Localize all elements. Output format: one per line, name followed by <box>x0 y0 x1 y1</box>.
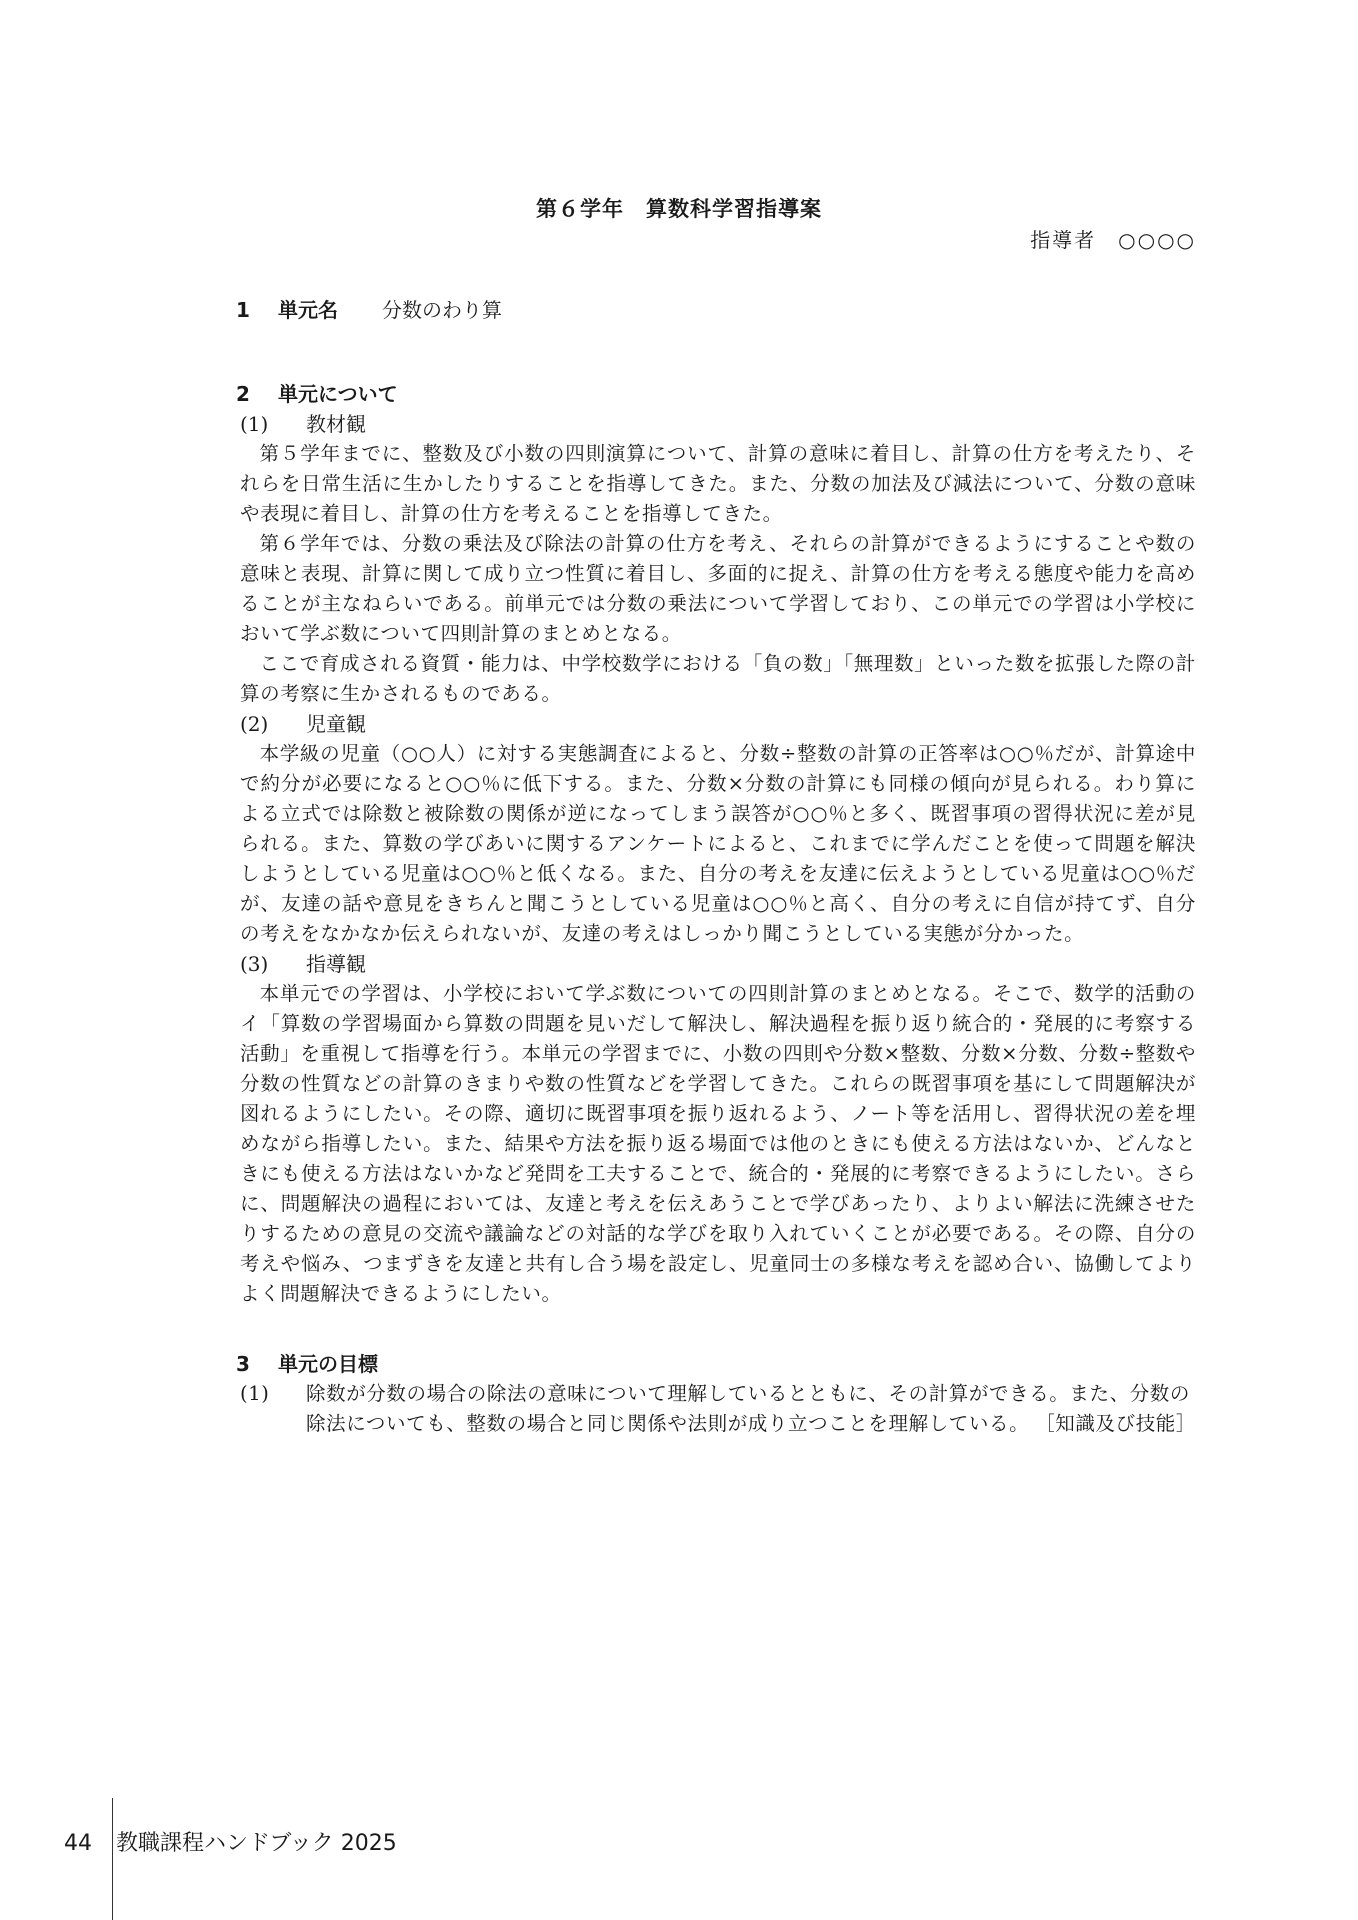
paragraph: 第６学年では、分数の乗法及び除法の計算の仕方を考え、それらの計算ができるようにすることや数の意味と表現、計算に関して成り立つ性質に着目し、多面的に捉え、計算の仕方を考える態度や能力を高めることが主なねらいである。前単元では分数の乗法について学習しており、この単元での学習は小学校において学ぶ数について四則計算のまとめとなる。 <box>240 532 1196 645</box>
paragraph: 第５学年までに、整数及び小数の四則演算について、計算の意味に着目し、計算の仕方を考えたり、それらを日常生活に生かしたりすることを指導してきた。また、分数の加法及び減法について、分数の意味や表現に着目し、計算の仕方を考えることを指導してきた。 <box>240 442 1196 525</box>
section-title: 単元の目標 <box>278 1352 378 1376</box>
paragraph: ここで育成される資質・能力は、中学校数学における「負の数」「無理数」といった数を拡張した際の計算の考察に生かされるものである。 <box>240 652 1196 705</box>
document-body <box>236 295 1196 1439</box>
section-number: 3 <box>236 1352 250 1376</box>
author-line: 指導者 ○○○○ <box>1030 228 1196 252</box>
subsection-heading <box>240 409 1196 439</box>
book-title: 教職課程ハンドブック 2025 <box>116 1831 397 1856</box>
subsection-heading <box>240 709 1196 739</box>
subsection-label: 児童観 <box>306 712 366 736</box>
page-number: 44 <box>64 1831 92 1856</box>
subsection-number: (3) <box>240 952 269 976</box>
section-2-heading <box>236 379 1196 409</box>
section-title: 単元について <box>278 382 398 406</box>
section-number: 1 <box>236 298 250 322</box>
subsection-label: 教材観 <box>306 412 366 436</box>
paragraph: 本単元での学習は、小学校において学ぶ数についての四則計算のまとめとなる。そこで、数学的活動のイ「算数の学習場面から算数の問題を見いだして解決し、解決過程を振り返り統合的・発展的に考察する活動」を重視して指導を行う。本単元の学習までに、小数の四則や分数×整数、分数×分数、分数÷整数や分数の性質などの計算のきまりや数の性質などを学習してきた。これらの既習事項を基にして問題解決が図れるようにしたい。その際、適切に既習事項を振り返れるよう、ノート等を活用し、習得状況の差を埋めながら指導したい。また、結果や方法を振り返る場面では他のときにも使える方法はないか、どんなときにも使える方法はないかなど発問を工夫することで、統合的・発展的に考察できるようにしたい。さらに、問題解決の過程においては、友達と考えを伝えあうことで学びあったり、よりよい解法に洗練させたりするための意見の交流や議論などの対話的な学びを取り入れていくことが必要である。その際、自分の考えや悩み、つまずきを友達と共有し合う場を設定し、児童同士の多様な考えを認め合い、協働してよりよく問題解決できるようにしたい。 <box>240 982 1196 1305</box>
subsection-label: 指導観 <box>306 952 366 976</box>
paragraph: 本学級の児童（○○人）に対する実態調査によると、分数÷整数の計算の正答率は○○％だが、計算途中で約分が必要になると○○％に低下する。また、分数×分数の計算にも同様の傾向が見られる。わり算による立式では除数と被除数の関係が逆になってしまう誤答が○○％と多く、既習事項の習得状況に差が見られる。また、算数の学びあいに関するアンケートによると、これまでに学んだことを使って問題を解決しようとしている児童は○○％と低くなる。また、自分の考えを友達に伝えようとしている児童は○○％だが、友達の話や意見をきちんと聞こうとしている児童は○○％と高く、自分の考えに自信が持てず、自分の考えをなかなか伝えられないが、友達の考えはしっかり聞こうとしている実態が分かった。 <box>240 742 1196 945</box>
subsection-heading <box>240 949 1196 979</box>
footer-divider <box>112 1798 113 1920</box>
goal-tag: ［知識及び技能］ <box>1035 1412 1196 1435</box>
page-footer <box>64 1826 397 1857</box>
goal-item <box>240 1379 1196 1439</box>
section-3-heading <box>236 1349 1196 1379</box>
section-1-heading <box>236 295 1196 325</box>
unit-name: 分数のわり算 <box>382 298 502 322</box>
section-number: 2 <box>236 382 250 406</box>
section-title: 単元名 <box>278 298 338 322</box>
subsection-number: (2) <box>240 712 269 736</box>
page-title: 第６学年 算数科学習指導案 <box>536 197 822 221</box>
goal-text: 除数が分数の場合の除法の意味について理解しているとともに、その計算ができる。また、分数の除法についても、整数の場合と同じ関係や法則が成り立つことを理解している。 <box>306 1382 1191 1435</box>
goal-number: (1) <box>240 1382 270 1405</box>
subsection-number: (1) <box>240 412 269 436</box>
